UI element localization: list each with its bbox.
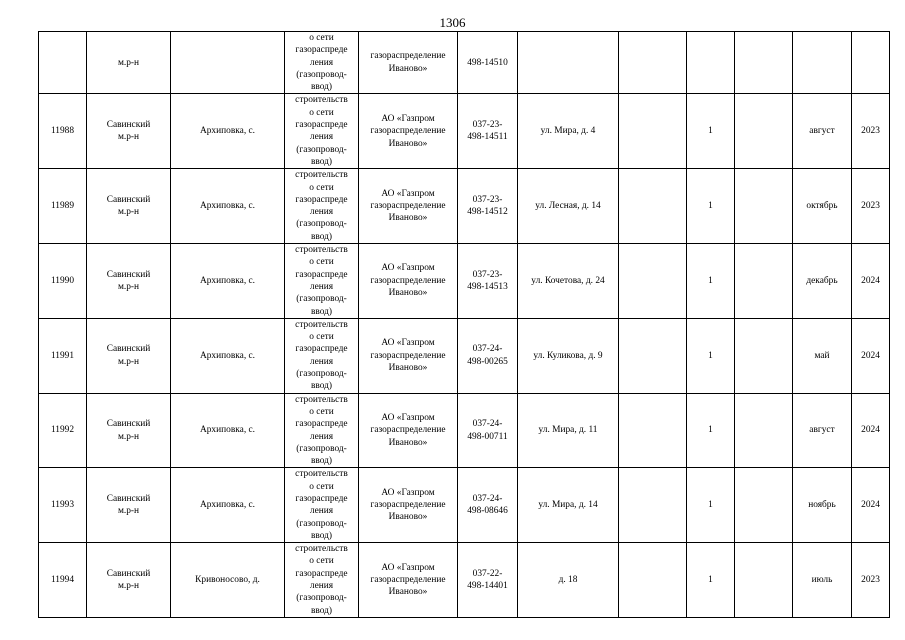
cell-settlement: Архиповка, с. [171,244,285,319]
cell-empty [619,94,687,169]
cell-settlement: Архиповка, с. [171,169,285,244]
table-row [39,169,890,244]
cell-qty [687,32,735,94]
cell-qty: 1 [687,169,735,244]
cell-code: 037-24- 498-00711 [458,393,518,468]
cell-work-type: строительств о сети газораспреде ления (газопровод- ввод) [285,468,359,543]
cell-district: Савинский м.р-н [87,169,171,244]
cell-settlement [171,32,285,94]
cell-empty [619,318,687,393]
cell-empty [735,244,793,319]
cell-empty [735,468,793,543]
cell-empty [619,393,687,468]
cell-year: 2023 [852,543,890,618]
cell-year: 2024 [852,244,890,319]
cell-address: ул. Кочетова, д. 24 [518,244,619,319]
cell-operator: АО «Газпром газораспределение Иваново» [359,169,458,244]
cell-settlement: Архиповка, с. [171,393,285,468]
cell-work-type: строительств о сети газораспреде ления (газопровод- ввод) [285,318,359,393]
cell-empty [619,169,687,244]
cell-year: 2023 [852,169,890,244]
cell-work-type: строительств о сети газораспреде ления (газопровод- ввод) [285,393,359,468]
cell-operator: АО «Газпром газораспределение Иваново» [359,318,458,393]
cell-code: 037-24- 498-08646 [458,468,518,543]
cell-num [39,32,87,94]
cell-empty [619,32,687,94]
table-row [39,543,890,618]
cell-code: 498-14510 [458,32,518,94]
cell-work-type: строительств о сети газораспреде ления (газопровод- ввод) [285,169,359,244]
cell-empty [735,318,793,393]
cell-qty: 1 [687,94,735,169]
cell-code: 037-23- 498-14511 [458,94,518,169]
cell-empty [735,94,793,169]
cell-district: Савинский м.р-н [87,468,171,543]
cell-qty: 1 [687,393,735,468]
cell-qty: 1 [687,468,735,543]
cell-operator: АО «Газпром газораспределение Иваново» [359,393,458,468]
cell-settlement: Архиповка, с. [171,94,285,169]
cell-district: Савинский м.р-н [87,94,171,169]
cell-district: Савинский м.р-н [87,393,171,468]
cell-district: Савинский м.р-н [87,543,171,618]
cell-address: ул. Мира, д. 11 [518,393,619,468]
cell-operator: АО «Газпром газораспределение Иваново» [359,244,458,319]
cell-num: 11992 [39,393,87,468]
table-row-continued [39,32,890,94]
cell-year: 2023 [852,94,890,169]
cell-year: 2024 [852,393,890,468]
cell-month: октябрь [793,169,852,244]
cell-district: м.р-н [87,32,171,94]
cell-empty [619,543,687,618]
cell-year: 2024 [852,318,890,393]
cell-month: август [793,393,852,468]
cell-num: 11994 [39,543,87,618]
cell-month: май [793,318,852,393]
cell-address [518,32,619,94]
cell-code: 037-24- 498-00265 [458,318,518,393]
cell-month: август [793,94,852,169]
table-body [39,32,890,618]
register-table [38,31,890,618]
cell-num: 11993 [39,468,87,543]
cell-month [793,32,852,94]
cell-month: декабрь [793,244,852,319]
table-row [39,244,890,319]
cell-qty: 1 [687,318,735,393]
cell-work-type: строительств о сети газораспреде ления (газопровод- ввод) [285,244,359,319]
cell-work-type: строительств о сети газораспреде ления (газопровод- ввод) [285,543,359,618]
cell-work-type: о сети газораспреде ления (газопровод- ввод) [285,32,359,94]
cell-operator: газораспределение Иваново» [359,32,458,94]
cell-num: 11988 [39,94,87,169]
cell-month: июль [793,543,852,618]
cell-empty [735,543,793,618]
cell-operator: АО «Газпром газораспределение Иваново» [359,468,458,543]
cell-address: д. 18 [518,543,619,618]
cell-num: 11991 [39,318,87,393]
cell-code: 037-22- 498-14401 [458,543,518,618]
cell-num: 11990 [39,244,87,319]
cell-district: Савинский м.р-н [87,244,171,319]
cell-address: ул. Мира, д. 4 [518,94,619,169]
cell-empty [619,244,687,319]
cell-address: ул. Куликова, д. 9 [518,318,619,393]
cell-empty [735,169,793,244]
cell-operator: АО «Газпром газораспределение Иваново» [359,543,458,618]
cell-settlement: Архиповка, с. [171,468,285,543]
cell-empty [735,32,793,94]
cell-qty: 1 [687,244,735,319]
cell-address: ул. Лесная, д. 14 [518,169,619,244]
cell-operator: АО «Газпром газораспределение Иваново» [359,94,458,169]
table-row [39,94,890,169]
cell-empty [619,468,687,543]
page-number: 1306 [439,15,466,30]
cell-code: 037-23- 498-14512 [458,169,518,244]
table-row [39,393,890,468]
cell-year: 2024 [852,468,890,543]
cell-settlement: Архиповка, с. [171,318,285,393]
cell-qty: 1 [687,543,735,618]
cell-month: ноябрь [793,468,852,543]
cell-settlement: Кривоносово, д. [171,543,285,618]
table-row [39,318,890,393]
table-row [39,468,890,543]
cell-year [852,32,890,94]
cell-num: 11989 [39,169,87,244]
cell-code: 037-23- 498-14513 [458,244,518,319]
cell-address: ул. Мира, д. 14 [518,468,619,543]
cell-district: Савинский м.р-н [87,318,171,393]
cell-empty [735,393,793,468]
cell-work-type: строительств о сети газораспреде ления (газопровод- ввод) [285,94,359,169]
